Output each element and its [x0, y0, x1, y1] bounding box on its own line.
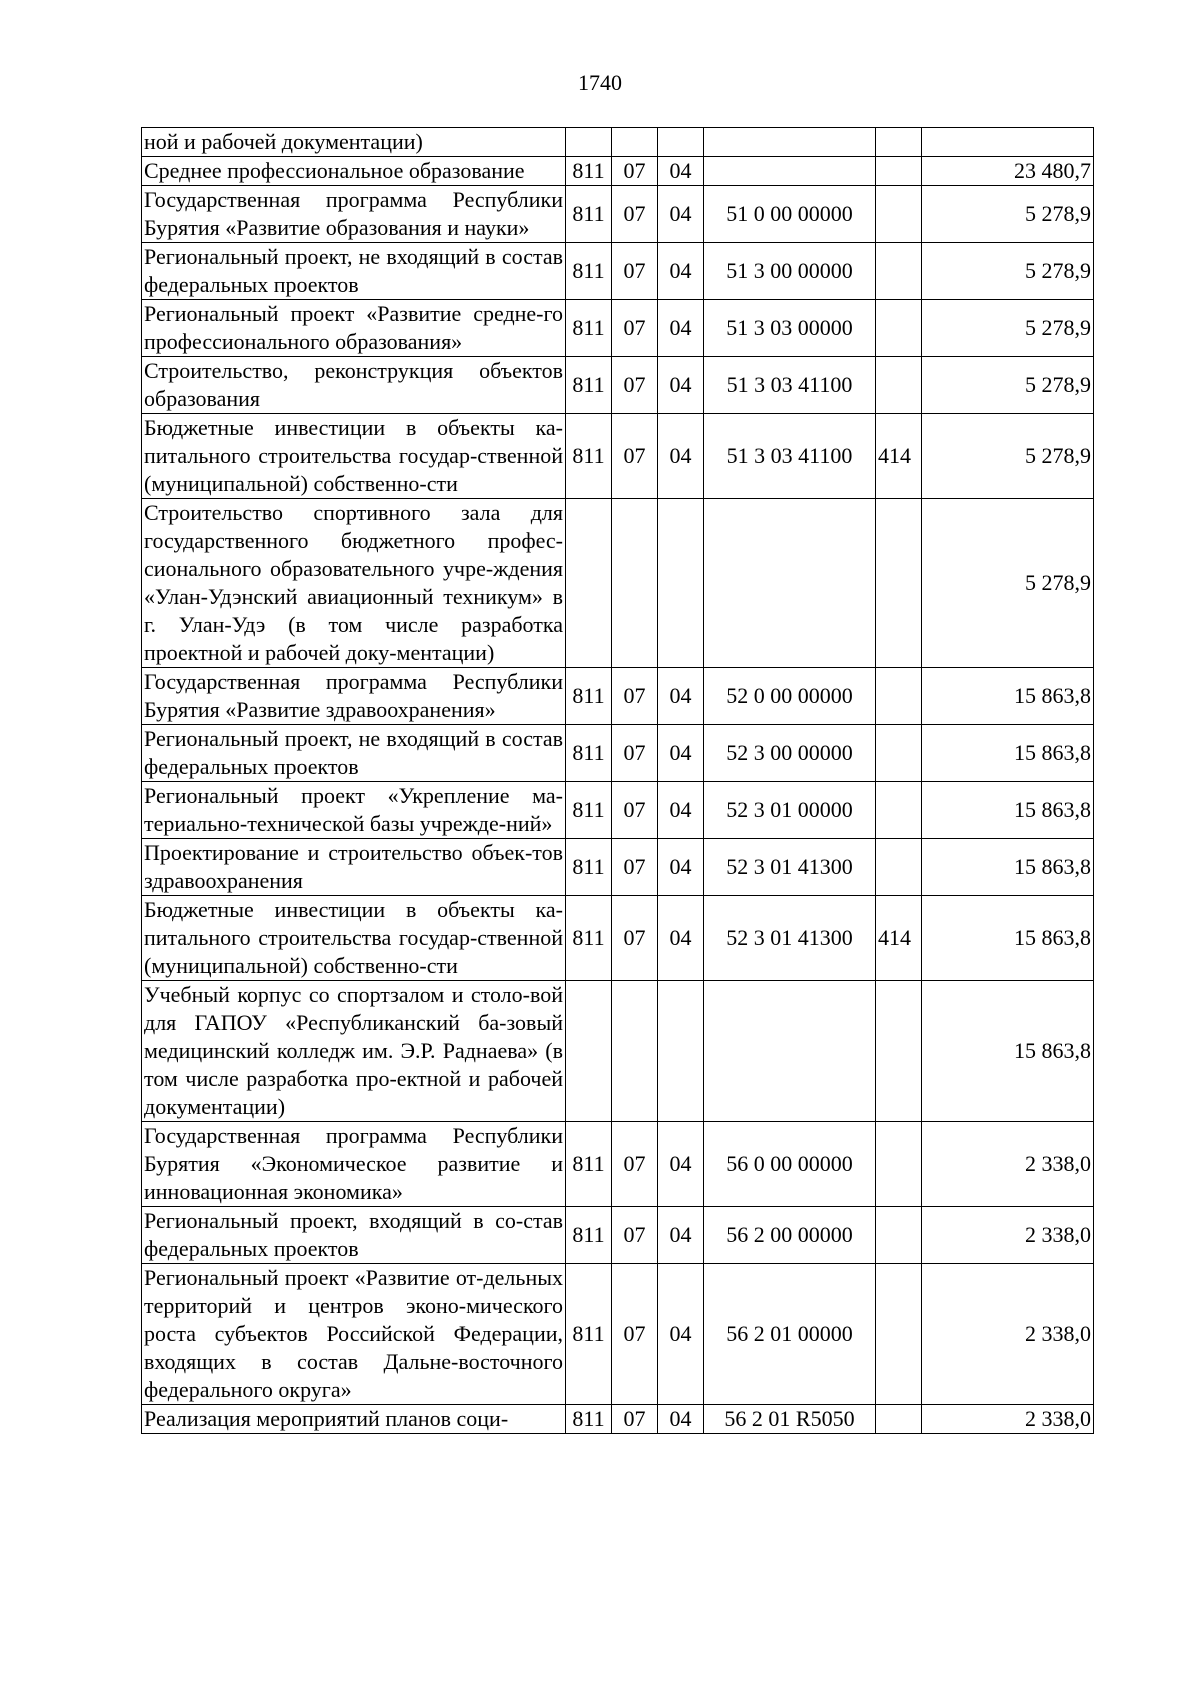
row-pr: 04: [658, 357, 704, 414]
row-vr: [876, 1264, 922, 1405]
row-amount: 2 338,0: [922, 1122, 1094, 1207]
row-ved: 811: [566, 1207, 612, 1264]
table-row: [142, 357, 1094, 414]
row-ved: [566, 128, 612, 157]
table-row: [142, 1207, 1094, 1264]
row-name: Региональный проект «Развитие средне-го профессионального образования»: [142, 300, 566, 357]
row-name: Бюджетные инвестиции в объекты ка-питального строительства государ-ственной (муниципальной) собственно-сти: [142, 896, 566, 981]
row-amount: 2 338,0: [922, 1207, 1094, 1264]
row-vr: 414: [876, 896, 922, 981]
row-pr: 04: [658, 243, 704, 300]
row-name: Среднее профессиональное образование: [142, 157, 566, 186]
row-vr: [876, 186, 922, 243]
row-rz: 07: [612, 782, 658, 839]
row-rz: 07: [612, 300, 658, 357]
row-amount: 15 863,8: [922, 896, 1094, 981]
row-name: Региональный проект «Развитие от-дельных территорий и центров эконо-мического роста субъектов Российской Федерации, входящих в состав Дальне-восточного федерального округа»: [142, 1264, 566, 1405]
row-pr: [658, 981, 704, 1122]
row-csr: 51 3 03 41100: [704, 357, 876, 414]
row-pr: 04: [658, 1405, 704, 1434]
row-pr: 04: [658, 839, 704, 896]
row-ved: 811: [566, 1122, 612, 1207]
row-name: Строительство спортивного зала для государственного бюджетного профес-сионального образовательного учре-ждения «Улан-Удэнский авиационный техникум» в г. Улан-Удэ (в том числе разработка проектной и рабочей доку-ментации): [142, 499, 566, 668]
row-csr: 51 3 00 00000: [704, 243, 876, 300]
row-rz: 07: [612, 157, 658, 186]
row-pr: 04: [658, 896, 704, 981]
row-amount: 15 863,8: [922, 725, 1094, 782]
table-row: [142, 499, 1094, 668]
row-ved: 811: [566, 157, 612, 186]
table-row: [142, 668, 1094, 725]
row-csr: [704, 128, 876, 157]
row-name: Строительство, реконструкция объектов образования: [142, 357, 566, 414]
row-rz: 07: [612, 725, 658, 782]
row-ved: 811: [566, 243, 612, 300]
row-csr: 56 2 01 R5050: [704, 1405, 876, 1434]
row-vr: [876, 499, 922, 668]
row-vr: [876, 668, 922, 725]
row-csr: [704, 157, 876, 186]
table-row: [142, 782, 1094, 839]
row-csr: 56 0 00 00000: [704, 1122, 876, 1207]
row-amount: 5 278,9: [922, 243, 1094, 300]
row-ved: 811: [566, 782, 612, 839]
table-row: [142, 725, 1094, 782]
row-pr: 04: [658, 186, 704, 243]
row-csr: 56 2 01 00000: [704, 1264, 876, 1405]
table-row: [142, 157, 1094, 186]
row-vr: [876, 1405, 922, 1434]
table-row: [142, 128, 1094, 157]
row-csr: 52 3 01 41300: [704, 839, 876, 896]
row-vr: [876, 725, 922, 782]
row-amount: 2 338,0: [922, 1264, 1094, 1405]
row-ved: 811: [566, 186, 612, 243]
table-row: [142, 1264, 1094, 1405]
row-csr: 51 3 03 41100: [704, 414, 876, 499]
row-name: Учебный корпус со спортзалом и столо-вой для ГАПОУ «Республиканский ба-зовый медицинский колледж им. Э.Р. Раднаева» (в том числе разработка про-ектной и рабочей документации): [142, 981, 566, 1122]
row-rz: 07: [612, 357, 658, 414]
row-ved: 811: [566, 668, 612, 725]
row-pr: 04: [658, 782, 704, 839]
row-amount: 5 278,9: [922, 414, 1094, 499]
row-vr: [876, 1122, 922, 1207]
row-vr: [876, 981, 922, 1122]
table-row: [142, 243, 1094, 300]
row-rz: 07: [612, 1207, 658, 1264]
row-amount: 5 278,9: [922, 186, 1094, 243]
row-amount: 5 278,9: [922, 499, 1094, 668]
row-ved: 811: [566, 725, 612, 782]
row-pr: 04: [658, 725, 704, 782]
row-pr: [658, 128, 704, 157]
row-name: Государственная программа Республики Бурятия «Развитие здравоохранения»: [142, 668, 566, 725]
row-vr: [876, 300, 922, 357]
row-ved: [566, 981, 612, 1122]
row-csr: 52 3 01 41300: [704, 896, 876, 981]
table-row: [142, 839, 1094, 896]
row-csr: [704, 499, 876, 668]
row-ved: 811: [566, 300, 612, 357]
table-row: [142, 1122, 1094, 1207]
row-rz: [612, 128, 658, 157]
row-name: Бюджетные инвестиции в объекты ка-питального строительства государ-ственной (муниципальной) собственно-сти: [142, 414, 566, 499]
row-amount: 5 278,9: [922, 357, 1094, 414]
row-csr: 52 0 00 00000: [704, 668, 876, 725]
table-row: [142, 981, 1094, 1122]
table-row: [142, 300, 1094, 357]
table-row: [142, 896, 1094, 981]
row-vr: [876, 1207, 922, 1264]
budget-table: [141, 127, 1094, 1434]
row-name: Региональный проект «Укрепление ма-териально-технической базы учрежде-ний»: [142, 782, 566, 839]
row-vr: [876, 782, 922, 839]
row-name: Реализация мероприятий планов соци-: [142, 1405, 566, 1434]
row-name: Государственная программа Республики Бурятия «Развитие образования и науки»: [142, 186, 566, 243]
row-amount: 15 863,8: [922, 668, 1094, 725]
row-vr: [876, 357, 922, 414]
row-rz: 07: [612, 668, 658, 725]
row-name: Проектирование и строительство объек-тов здравоохранения: [142, 839, 566, 896]
row-name: Государственная программа Республики Бурятия «Экономическое развитие и инновационная экономика»: [142, 1122, 566, 1207]
row-csr: 51 0 00 00000: [704, 186, 876, 243]
row-vr: [876, 243, 922, 300]
row-rz: 07: [612, 839, 658, 896]
row-amount: 15 863,8: [922, 839, 1094, 896]
row-ved: [566, 499, 612, 668]
row-vr: [876, 128, 922, 157]
row-ved: 811: [566, 896, 612, 981]
row-rz: 07: [612, 1405, 658, 1434]
row-amount: [922, 128, 1094, 157]
row-csr: 56 2 00 00000: [704, 1207, 876, 1264]
row-rz: 07: [612, 186, 658, 243]
row-pr: 04: [658, 1122, 704, 1207]
row-ved: 811: [566, 1405, 612, 1434]
row-pr: 04: [658, 1264, 704, 1405]
row-vr: 414: [876, 414, 922, 499]
table-row: [142, 186, 1094, 243]
page-number: 1740: [578, 70, 622, 95]
row-csr: 52 3 01 00000: [704, 782, 876, 839]
row-ved: 811: [566, 1264, 612, 1405]
row-pr: 04: [658, 414, 704, 499]
row-amount: 15 863,8: [922, 782, 1094, 839]
row-csr: 52 3 00 00000: [704, 725, 876, 782]
row-rz: 07: [612, 243, 658, 300]
row-csr: 51 3 03 00000: [704, 300, 876, 357]
row-ved: 811: [566, 357, 612, 414]
row-ved: 811: [566, 414, 612, 499]
row-rz: 07: [612, 414, 658, 499]
row-name: Региональный проект, не входящий в состав федеральных проектов: [142, 243, 566, 300]
row-name: Региональный проект, не входящий в состав федеральных проектов: [142, 725, 566, 782]
row-pr: 04: [658, 157, 704, 186]
row-name: Региональный проект, входящий в со-став федеральных проектов: [142, 1207, 566, 1264]
row-pr: [658, 499, 704, 668]
row-amount: 15 863,8: [922, 981, 1094, 1122]
row-pr: 04: [658, 1207, 704, 1264]
table-row: [142, 414, 1094, 499]
row-vr: [876, 157, 922, 186]
budget-table-body: [142, 128, 1094, 1434]
row-pr: 04: [658, 668, 704, 725]
row-name: ной и рабочей документации): [142, 128, 566, 157]
table-row: [142, 1405, 1094, 1434]
row-rz: [612, 499, 658, 668]
row-ved: 811: [566, 839, 612, 896]
row-rz: 07: [612, 896, 658, 981]
row-vr: [876, 839, 922, 896]
row-amount: 5 278,9: [922, 300, 1094, 357]
row-rz: 07: [612, 1264, 658, 1405]
row-amount: 2 338,0: [922, 1405, 1094, 1434]
row-rz: [612, 981, 658, 1122]
row-csr: [704, 981, 876, 1122]
row-amount: 23 480,7: [922, 157, 1094, 186]
row-pr: 04: [658, 300, 704, 357]
row-rz: 07: [612, 1122, 658, 1207]
